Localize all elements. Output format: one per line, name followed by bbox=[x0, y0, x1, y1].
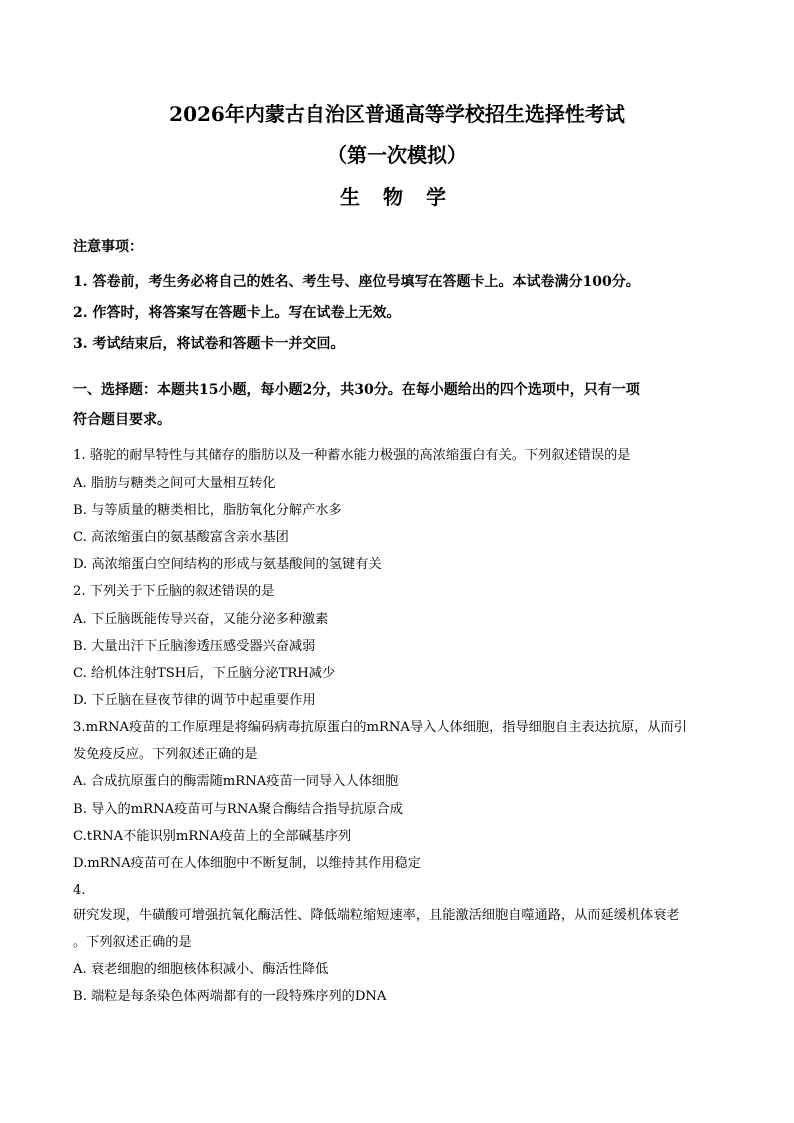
section-heading-cont: 符合题目要求。 bbox=[73, 412, 171, 428]
notice-item: 3. 考试结束后，将试卷和答题卡一并交回。 bbox=[73, 336, 345, 352]
section-heading: 一、选择题：本题共15小题，每小题2分，共30分。在每小题给出的四个选项中，只有一项 bbox=[73, 382, 640, 398]
question-4-option-a: A. 衰老细胞的细胞核体积减小、酶活性降低 bbox=[73, 962, 329, 977]
notice-item: 1. 答卷前，考生务必将自己的姓名、考生号、座位号填写在答题卡上。本试卷满分100分。 bbox=[73, 274, 640, 290]
question-1-stem: 1. 骆驼的耐旱特性与其储存的脂肪以及一种蓄水能力极强的高浓缩蛋白有关。下列叙述错误的是 bbox=[73, 448, 631, 463]
question-3-option-d: D.mRNA疫苗可在人体细胞中不断复制，以维持其作用稳定 bbox=[73, 856, 421, 871]
question-1-option-b: B. 与等质量的糖类相比，脂肪氧化分解产水多 bbox=[73, 503, 342, 518]
question-3-stem-cont: 发免疫反应。下列叙述正确的是 bbox=[73, 747, 258, 762]
question-1-option-a: A. 脂肪与糖类之间可大量相互转化 bbox=[73, 476, 276, 491]
question-2-option-a: A. 下丘脑既能传导兴奋，又能分泌多种激素 bbox=[73, 612, 329, 627]
subject-title: 生 物 学 bbox=[340, 185, 454, 209]
question-1-option-d: D. 高浓缩蛋白空间结构的形成与氨基酸间的氢键有关 bbox=[73, 557, 382, 572]
question-4-stem-cont: 。下列叙述正确的是 bbox=[73, 935, 192, 950]
question-3-option-c: C.tRNA不能识别mRNA疫苗上的全部碱基序列 bbox=[73, 829, 352, 844]
exam-title: 2026年内蒙古自治区普通高等学校招生选择性考试 bbox=[169, 102, 625, 126]
question-4-option-b: B. 端粒是每条染色体两端都有的一段特殊序列的DNA bbox=[73, 989, 387, 1004]
question-4-number: 4. bbox=[73, 883, 86, 898]
question-1-option-c: C. 高浓缩蛋白的氨基酸富含亲水基团 bbox=[73, 530, 289, 545]
question-3-option-b: B. 导入的mRNA疫苗可与RNA聚合酶结合指导抗原合成 bbox=[73, 802, 403, 817]
question-3-option-a: A. 合成抗原蛋白的酶需随mRNA疫苗一同导入人体细胞 bbox=[73, 774, 399, 789]
question-2-option-d: D. 下丘脑在昼夜节律的调节中起重要作用 bbox=[73, 693, 316, 708]
question-3-stem: 3.mRNA疫苗的工作原理是将编码病毒抗原蛋白的mRNA导入人体细胞，指导细胞自主表达抗原，从而引 bbox=[73, 720, 687, 735]
question-2-option-b: B. 大量出汗下丘脑渗透压感受器兴奋减弱 bbox=[73, 639, 316, 654]
notice-item: 2. 作答时，将答案写在答题卡上。写在试卷上无效。 bbox=[73, 305, 401, 321]
exam-subtitle: （第一次模拟） bbox=[327, 143, 467, 167]
question-2-stem: 2. 下列关于下丘脑的叙述错误的是 bbox=[73, 584, 275, 599]
question-4-stem: 研究发现，牛磺酸可增强抗氧化酶活性、降低端粒缩短速率，且能激活细胞自噬通路，从而延缓机体衰老 bbox=[73, 908, 680, 923]
question-2-option-c: C. 给机体注射TSH后，下丘脑分泌TRH减少 bbox=[73, 666, 336, 681]
notice-heading: 注意事项： bbox=[73, 239, 143, 255]
